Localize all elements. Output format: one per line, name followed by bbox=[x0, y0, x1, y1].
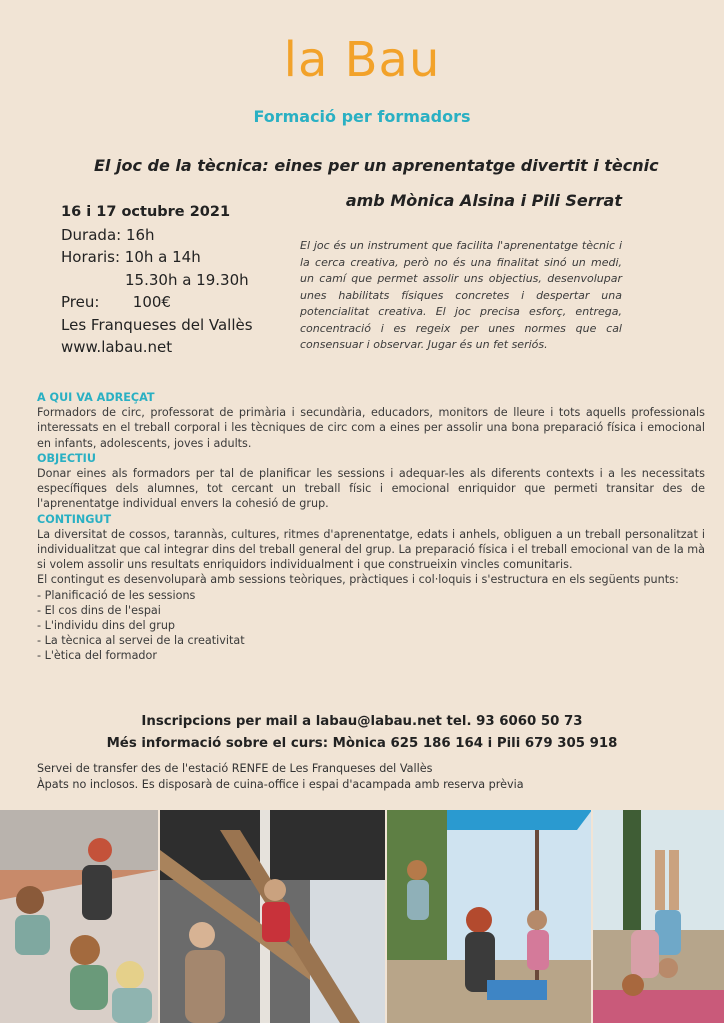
logo: la Bau bbox=[283, 32, 441, 88]
transfer-note: Servei de transfer des de l'estació RENFE de Les Franqueses del Vallès bbox=[37, 762, 433, 775]
course-price: Preu: 100€ bbox=[61, 293, 171, 311]
content-heading: CONTINGUT bbox=[37, 512, 112, 526]
subtitle: Formació per formadors bbox=[253, 107, 471, 126]
photo-children-floor bbox=[0, 810, 158, 1023]
objective-heading: OBJECTIU bbox=[37, 451, 96, 465]
course-duration: Durada: 16h bbox=[61, 225, 155, 244]
registration-line[interactable]: Inscripcions per mail a labau@labau.net tel. 93 6060 50 73 bbox=[141, 714, 583, 729]
course-web[interactable]: www.labau.net bbox=[61, 338, 173, 356]
list-item: - L'ètica del formador bbox=[37, 649, 157, 663]
list-item: - La tècnica al servei de la creativitat bbox=[37, 634, 245, 648]
list-item: - Planificació de les sessions bbox=[37, 588, 196, 602]
content-structure-text: El contingut es desenvoluparà amb sessions teòriques, pràctiques i col·loquis i s'estructura en els següents punts: bbox=[37, 573, 679, 587]
practical-notes bbox=[37, 761, 524, 792]
content-points bbox=[37, 588, 705, 664]
audience-heading: A QUI VA ADREÇAT bbox=[37, 391, 155, 404]
list-item: - El cos dins de l'espai bbox=[37, 603, 161, 617]
audience-text: Formadors de circ, professorat de primària i secundària, educadors, monitors de lleure i tots aquells professionals interessats en el treball corporal i les tècniques de circ com a eines per assolir una bona preparació física i emocional en infants, adolescents, joves i adults. bbox=[37, 406, 705, 450]
photo-aerial-silks bbox=[160, 810, 385, 1023]
photo-acrobatics bbox=[593, 810, 724, 1023]
course-details bbox=[37, 390, 705, 664]
course-place: Les Franqueses del Vallès bbox=[61, 315, 253, 334]
photo-strip bbox=[0, 810, 724, 1023]
course-info bbox=[61, 201, 253, 359]
list-item: - L'individu dins del grup bbox=[37, 619, 176, 633]
course-teachers: amb Mònica Alsina i Pili Serrat bbox=[345, 191, 622, 210]
meals-note: Àpats no inclosos. Es disposarà de cuina-office i espai d'acampada amb reserva prèvia bbox=[37, 777, 524, 791]
course-hours-afternoon: 15.30h a 19.30h bbox=[125, 270, 249, 289]
photo-outdoor-rigging bbox=[387, 810, 591, 1023]
content-text: La diversitat de cossos, tarannàs, cultures, ritmes d'aprenentatge, edats i anhels, obliguen a un treball personalitzat i individualitzat que cal integrar dins del treball general del grup. La preparació física i el treball emocional van de la mà si volem assolir uns resultats enriquidors individualment i que construeixin vincles comunitaris. bbox=[37, 527, 705, 572]
more-info-line: Més informació sobre el curs: Mònica 625 186 164 i Pili 679 305 918 bbox=[106, 736, 618, 751]
intro-text: El joc és un instrument que facilita l'aprenentatge tècnic i la cerca creativa, però no és una finalitat sinó un medi, un camí que permet assolir uns objectius, desenvolupar unes habilitats físiques concretes i despertar una potencialitat creativa. El joc precisa esforç, entrega, concentració i es regeix per unes normes que cal consensuar i observar. Jugar és un fet seriós. bbox=[300, 239, 622, 351]
course-date: 16 i 17 octubre 2021 bbox=[61, 204, 231, 220]
course-hours-morning: Horaris: 10h a 14h bbox=[61, 248, 201, 266]
course-title: El joc de la tècnica: eines per un aprenentatge divertit i tècnic bbox=[94, 156, 659, 175]
contact-block bbox=[0, 711, 724, 755]
objective-text: Donar eines als formadors per tal de planificar les sessions i adequar-les als diferents contexts i a les necessitats específiques dels alumnes, tot cercant un treball físic i emocional enriquidor que permeti transitar des de l'aprenentatge individual envers la cohesió de grup. bbox=[37, 467, 705, 511]
